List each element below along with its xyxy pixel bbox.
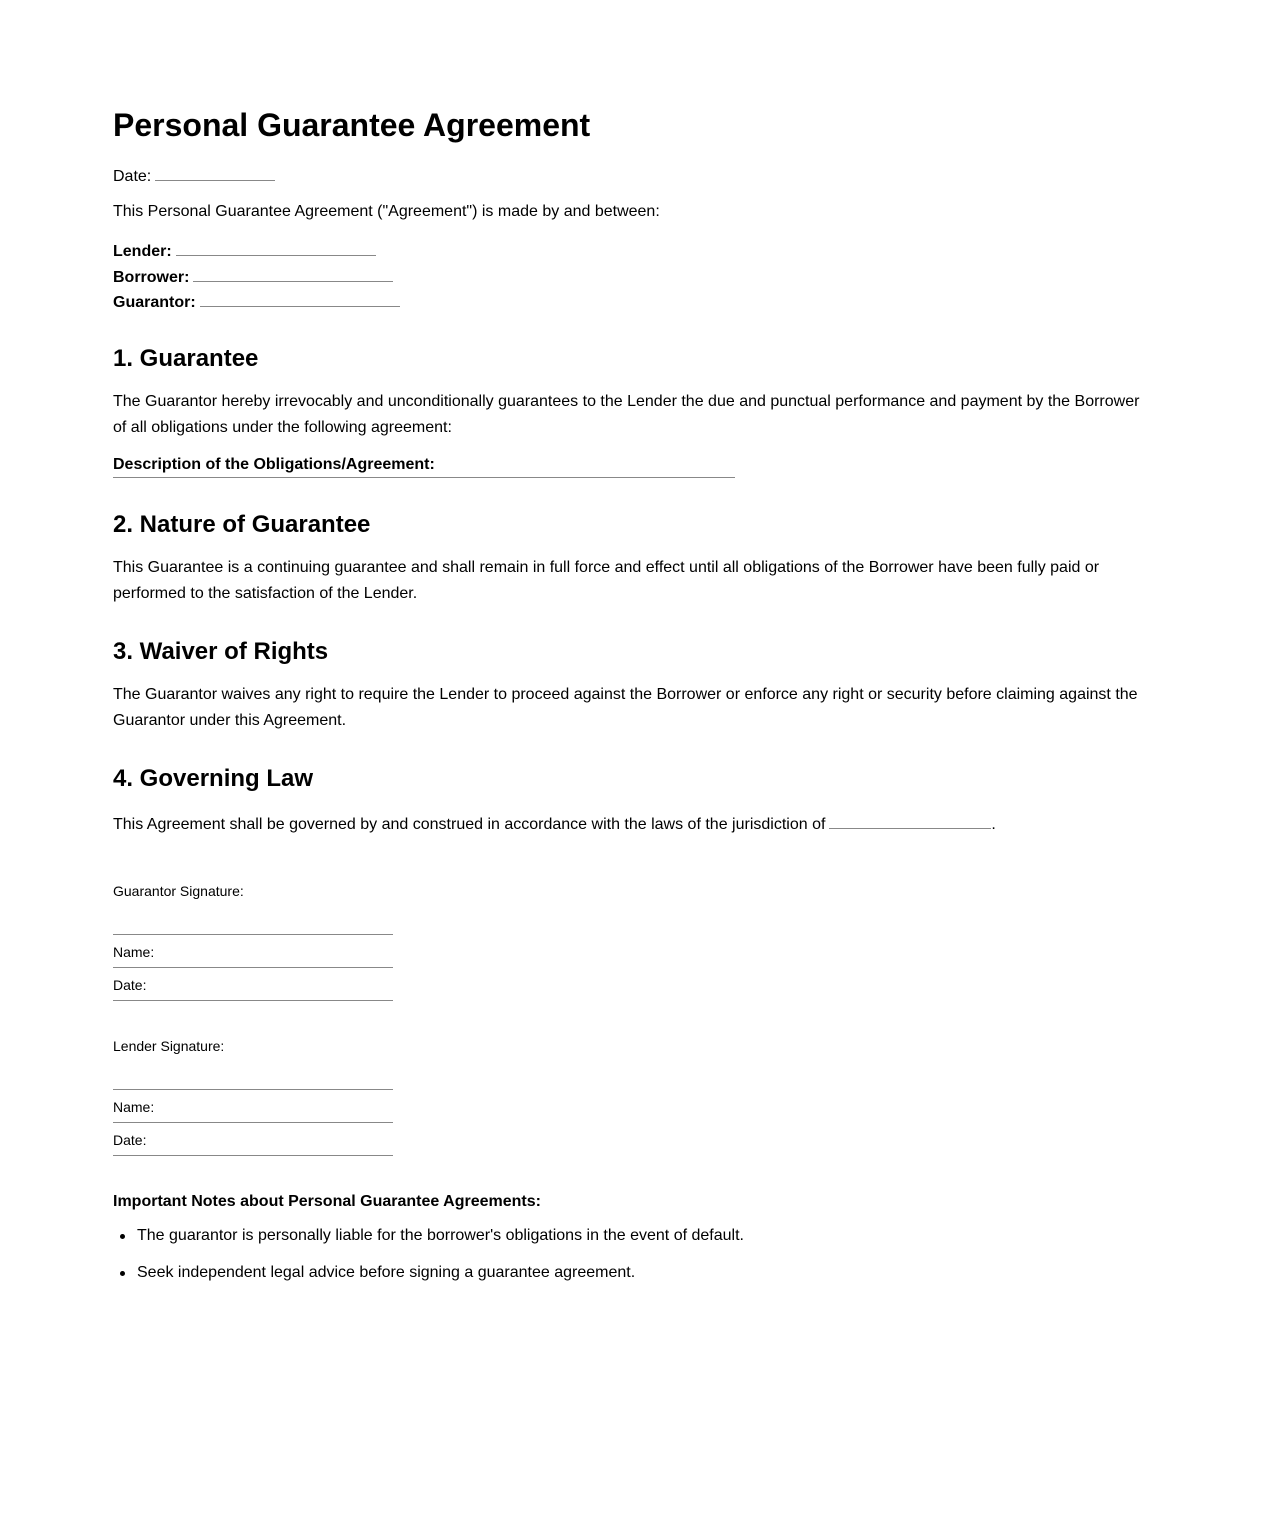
list-item xyxy=(137,1263,635,1283)
section-heading-waiver: 3. Waiver of Rights xyxy=(113,638,329,665)
guarantor-blank-field[interactable] xyxy=(200,290,400,307)
notes-title: Important Notes about Personal Guarantee Agreements: xyxy=(113,1193,541,1210)
obligations-label-text: Description of the Obligations/Agreement: xyxy=(113,456,435,473)
date-line xyxy=(113,164,275,187)
date-label: Date: xyxy=(113,168,152,185)
guarantor-signature-field[interactable] xyxy=(113,934,393,935)
jurisdiction-blank-field[interactable] xyxy=(829,812,991,829)
guarantor-date-field[interactable] xyxy=(113,1000,393,1001)
guarantor-name-label: Name: xyxy=(113,944,155,960)
guarantor-date-label: Date: xyxy=(113,977,147,993)
governing-law-line xyxy=(113,812,996,835)
page-title: Personal Guarantee Agreement xyxy=(113,107,591,143)
intro-text: This Personal Guarantee Agreement ("Agreement") is made by and between: xyxy=(113,203,660,220)
lender-blank-field[interactable] xyxy=(176,239,376,256)
guarantor-signature-label: Guarantor Signature: xyxy=(113,883,244,899)
obligations-description-field[interactable] xyxy=(113,477,735,478)
obligations-description-label xyxy=(113,455,435,475)
lender-date-field[interactable] xyxy=(113,1155,393,1156)
lender-signature-field[interactable] xyxy=(113,1089,393,1090)
list-item xyxy=(137,1226,744,1246)
lender-name-field[interactable] xyxy=(113,1122,393,1123)
lender-date-label: Date: xyxy=(113,1132,147,1148)
section-heading-governing-law: 4. Governing Law xyxy=(113,765,314,792)
note-text: The guarantor is personally liable for the borrower's obligations in the event of default. xyxy=(137,1227,744,1244)
guarantor-label: Guarantor: xyxy=(113,294,196,311)
borrower-line xyxy=(113,265,393,288)
section-body-guarantee: The Guarantor hereby irrevocably and unconditionally guarantees to the Lender the due and punctual performance and payment by the Borrower of all obligations under the following agreement: xyxy=(113,393,1140,436)
guarantor-line xyxy=(113,290,400,313)
bullet-icon xyxy=(120,1271,125,1276)
guarantor-name-field[interactable] xyxy=(113,967,393,968)
governing-law-period: . xyxy=(991,816,996,833)
borrower-blank-field[interactable] xyxy=(193,265,393,282)
note-text: Seek independent legal advice before signing a guarantee agreement. xyxy=(137,1264,636,1281)
section-heading-guarantee: 1. Guarantee xyxy=(113,345,259,372)
section-body-nature: This Guarantee is a continuing guarantee and shall remain in full force and effect until all obligations of the Borrower have been fully paid or performed to the satisfaction of the Lender. xyxy=(113,559,1100,602)
lender-label: Lender: xyxy=(113,243,172,260)
borrower-label: Borrower: xyxy=(113,269,190,286)
lender-name-label: Name: xyxy=(113,1099,155,1115)
lender-line xyxy=(113,239,376,262)
lender-signature-label: Lender Signature: xyxy=(113,1038,225,1054)
section-body-governing-law: This Agreement shall be governed by and construed in accordance with the laws of the jurisdiction of xyxy=(113,816,826,833)
date-blank-field[interactable] xyxy=(155,164,275,181)
bullet-icon xyxy=(120,1234,125,1239)
section-body-waiver: The Guarantor waives any right to require the Lender to proceed against the Borrower or enforce any right or security before claiming against the Guarantor under this Agreement. xyxy=(113,686,1138,729)
section-heading-nature: 2. Nature of Guarantee xyxy=(113,511,371,538)
